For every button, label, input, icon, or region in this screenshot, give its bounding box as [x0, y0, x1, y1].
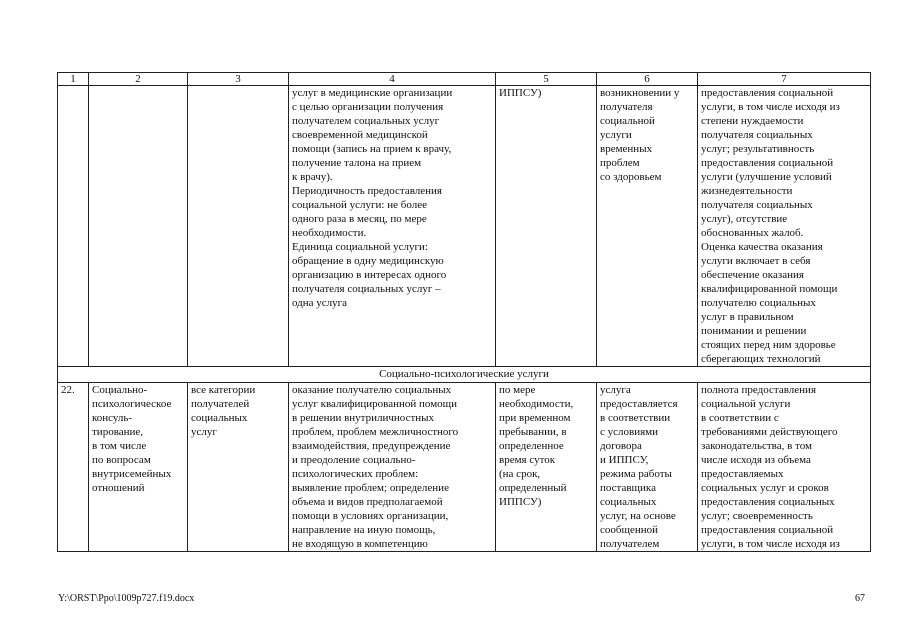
cell-text-line: определенный — [499, 482, 567, 494]
table-row — [58, 383, 871, 552]
cell-text-line: полнота предоставления — [701, 384, 817, 396]
cell-text-line: предоставляется — [600, 398, 678, 410]
cell-text-line: (на срок, — [499, 468, 541, 480]
cell-text-line: получателя — [600, 101, 653, 113]
cell-text-line: предоставляемых — [701, 468, 784, 480]
cell-text-line: все категории — [191, 384, 256, 396]
column-number: 1 — [58, 73, 89, 86]
cell-text-line: помощи (запись на прием к врачу, — [292, 143, 452, 155]
cell-text-line: требованиями действующего — [701, 426, 838, 438]
cell-text-line: необходимости, — [499, 398, 574, 410]
cell-conditions — [597, 383, 698, 552]
footer-file-path: Y:\ORST\Ppo\1009p727.f19.docx — [58, 593, 195, 604]
column-number: 5 — [496, 73, 597, 86]
cell-number — [58, 86, 89, 367]
cell-text-line: поставщика — [600, 482, 656, 494]
cell-text-line: по мере — [499, 384, 536, 396]
cell-text-line: квалифицированной помощи — [701, 283, 838, 295]
cell-text-line: понимании и решении — [701, 325, 807, 337]
cell-quality — [698, 86, 871, 367]
cell-text-line: Оценка качества оказания — [701, 241, 823, 253]
cell-text-line: пребывании, в — [499, 426, 567, 438]
cell-text-line: стоящих перед ним здоровье — [701, 339, 836, 351]
cell-text-line: услуги, в том числе исходя из — [701, 101, 840, 113]
cell-text-line: услуг в медицинские организации — [292, 87, 453, 99]
cell-text-line: услуги (улучшение условий — [701, 171, 832, 183]
column-number: 7 — [698, 73, 871, 86]
cell-description — [289, 86, 496, 367]
cell-text-line: направление на иную помощь, — [292, 524, 436, 536]
cell-text-line: числе исходя из объема — [701, 454, 811, 466]
cell-text-line: услуг; своевременность — [701, 510, 813, 522]
cell-text-line: с целью организации получения — [292, 101, 444, 113]
cell-text-line: услуг в правильном — [701, 311, 794, 323]
cell-text-line: и ИППСУ, — [600, 454, 649, 466]
cell-recipients — [188, 383, 289, 552]
cell-text-line: консуль- — [92, 412, 133, 424]
cell-description — [289, 383, 496, 552]
cell-text-line: необходимости. — [292, 227, 367, 239]
cell-recipients — [188, 86, 289, 367]
cell-number — [58, 383, 89, 552]
cell-text-line: 22. — [61, 384, 75, 396]
column-number: 3 — [188, 73, 289, 86]
cell-text-line: внутрисемейных — [92, 468, 172, 480]
cell-text-line: в решении внутриличностных — [292, 412, 435, 424]
cell-text-line: социальной услуги — [701, 398, 791, 410]
cell-text-line: взаимодействия, предупреждение — [292, 440, 451, 452]
cell-text-line: оказание получателю социальных — [292, 384, 452, 396]
cell-service-name — [89, 86, 188, 367]
cell-text-line: предоставления социальной — [701, 87, 834, 99]
table-row-continued — [58, 86, 871, 367]
cell-text-line: и преодоление социально- — [292, 454, 416, 466]
cell-text-line: законодательства, в том — [701, 440, 812, 452]
cell-text-line: проблем, проблем межличностного — [292, 426, 459, 438]
cell-text-line: получателем социальных услуг — [292, 115, 440, 127]
cell-text-line: жизнедеятельности — [701, 185, 793, 197]
services-table — [57, 72, 871, 552]
cell-text-line: услуга — [600, 384, 631, 396]
cell-text-line: одного раза в месяц, по мере — [292, 213, 427, 225]
cell-text-line: с условиями — [600, 426, 658, 438]
cell-text-line: психологическое — [92, 398, 172, 410]
cell-text-line: предоставления социальных — [701, 496, 835, 508]
cell-text-line: социальных услуг и сроков — [701, 482, 829, 494]
cell-text-line: тирование, — [92, 426, 144, 438]
cell-text-line: не входящую в компетенцию — [292, 538, 428, 550]
cell-text-line: социальных — [191, 412, 248, 424]
section-row — [58, 367, 871, 383]
footer-page-number: 67 — [855, 593, 865, 604]
cell-text-line: получателя социальных — [701, 129, 813, 141]
cell-text-line: обоснованных жалоб. — [701, 227, 804, 239]
cell-text-line: Периодичность предоставления — [292, 185, 442, 197]
cell-text-line: получателя социальных — [701, 199, 813, 211]
cell-text-line: получателей — [191, 398, 250, 410]
cell-text-line: получателя социальных услуг – — [292, 283, 441, 295]
cell-text-line: к врачу). — [292, 171, 333, 183]
cell-text-line: Единица социальной услуги: — [292, 241, 428, 253]
cell-text-line: своевременной медицинской — [292, 129, 428, 141]
cell-text-line: сообщенной — [600, 524, 658, 536]
cell-text-line: сберегающих технологий — [701, 353, 821, 365]
cell-text-line: время суток — [499, 454, 556, 466]
cell-conditions — [597, 86, 698, 367]
cell-quality — [698, 383, 871, 552]
cell-text-line: помощи в условиях организации, — [292, 510, 449, 522]
cell-text-line: одна услуга — [292, 297, 348, 309]
cell-text-line: социальной услуги: не более — [292, 199, 427, 211]
cell-text-line: услуги включает в себя — [701, 255, 811, 267]
cell-text-line: услуги, в том числе исходя из — [701, 538, 840, 550]
cell-service-name — [89, 383, 188, 552]
cell-text-line: возникновении у — [600, 87, 680, 99]
cell-text-line: степени нуждаемости — [701, 115, 804, 127]
cell-text-line: ИППСУ) — [499, 87, 542, 99]
cell-text-line: определенное — [499, 440, 564, 452]
cell-text-line: со здоровьем — [600, 171, 662, 183]
section-title: Социально-психологические услуги — [58, 367, 871, 383]
cell-text-line: отношений — [92, 482, 145, 494]
cell-text-line: услуг квалифицированной помощи — [292, 398, 458, 410]
cell-text-line: обеспечение оказания — [701, 269, 804, 281]
cell-text-line: в соответствии — [600, 412, 671, 424]
cell-text-line: предоставления социальной — [701, 157, 834, 169]
cell-timing — [496, 86, 597, 367]
cell-text-line: проблем — [600, 157, 640, 169]
cell-text-line: выявление проблем; определение — [292, 482, 449, 494]
cell-text-line: организацию в интересах одного — [292, 269, 447, 281]
cell-text-line: предоставления социальной — [701, 524, 834, 536]
cell-text-line: получателем — [600, 538, 660, 550]
cell-text-line: социальных — [600, 496, 657, 508]
cell-text-line: услуг; результативность — [701, 143, 815, 155]
cell-text-line: по вопросам — [92, 454, 151, 466]
cell-text-line: режима работы — [600, 468, 672, 480]
cell-text-line: получателю социальных — [701, 297, 816, 309]
cell-timing — [496, 383, 597, 552]
cell-text-line: получение талона на прием — [292, 157, 422, 169]
cell-text-line: обращение в одну медицинскую — [292, 255, 444, 267]
cell-text-line: договора — [600, 440, 642, 452]
cell-text-line: психологических проблем: — [292, 468, 419, 480]
cell-text-line: услуги — [600, 129, 632, 141]
cell-text-line: услуг — [191, 426, 217, 438]
column-number: 4 — [289, 73, 496, 86]
cell-text-line: услуг), отсутствие — [701, 213, 788, 225]
cell-text-line: в том числе — [92, 440, 147, 452]
cell-text-line: ИППСУ) — [499, 496, 542, 508]
column-number: 2 — [89, 73, 188, 86]
cell-text-line: объема и видов предполагаемой — [292, 496, 443, 508]
column-number: 6 — [597, 73, 698, 86]
column-number-row — [58, 73, 871, 86]
cell-text-line: в соответствии с — [701, 412, 779, 424]
cell-text-line: временных — [600, 143, 653, 155]
cell-text-line: услуг, на основе — [600, 510, 676, 522]
cell-text-line: социальной — [600, 115, 655, 127]
cell-text-line: при временном — [499, 412, 571, 424]
cell-text-line: Социально- — [92, 384, 148, 396]
